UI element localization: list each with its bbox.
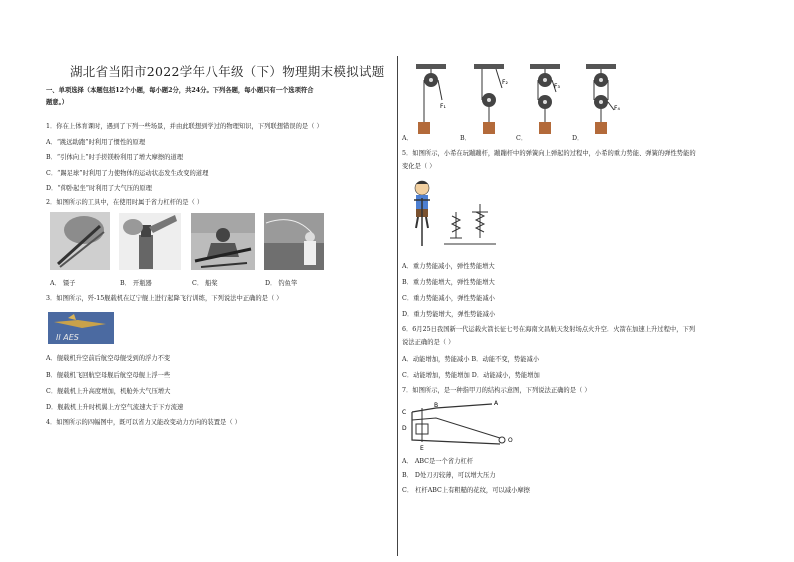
q7-option-a: A． ABC是一个省力杠杆 [402,458,474,465]
q4-label-a: A． [402,135,413,142]
q7-option-b: B． D处刀刃较薄，可以增大压力 [402,472,496,479]
q5-option-d: D．重力势能增大，弹性势能减小 [402,311,496,318]
force-f2: F₂ [502,79,508,86]
pogo-stick-figure [404,176,500,252]
fishing-rod-photo [264,213,324,270]
q4-label-b: B． [460,135,471,142]
section1-heading-2: 题意。） [46,99,69,106]
q7-option-c: C． 杠杆ABC上有粗糙的花纹，可以减小摩擦 [402,487,530,494]
force-f3: F₃ [554,83,560,90]
q3-option-c: C．舰载机上升高度增加，机舱外大气压增大 [46,388,171,395]
section1-heading-1: 一、单项选择（本题包括12个小题，每小题2分，共24分。下列各题，每小题只有一个选项符合 [46,87,314,94]
nail-clipper-diagram [400,398,520,454]
label-d: D [402,425,407,432]
pulley-b [474,64,508,134]
q5-stem-2: 变化是（ ） [402,163,436,170]
q2-caption-a: A． 镊子 [50,280,76,287]
q4-stem: 4．如图所示的四幅图中，既可以省力又能改变动力方向的装置是（ ） [46,419,241,426]
label-c: C [402,409,407,416]
q5-option-c: C．重力势能减小，弹性势能减小 [402,295,495,302]
q2-caption-d: D． 钓鱼竿 [265,280,298,287]
force-f4: F₄ [614,105,620,112]
q2-caption-b: B． 开瓶器 [120,280,152,287]
q4-label-c: C． [516,135,528,142]
force-f1: F₁ [440,103,446,110]
oar-photo [191,213,255,270]
label-a: A [494,400,499,407]
q6-stem: 6．6月25日我国新一代运载火箭长征七号在海南文昌航天发射场点火升空．火箭在加速上升过程中，下列 [402,326,696,333]
q1-stem: 1．你在上体育课时，遇到了下列一些场景，并由此联想到学过的物理知识，下列联想错误的是（ ） [46,123,323,130]
q1-option-a: A．“跳远助跑”时利用了惯性的原理 [46,139,146,146]
banner-text: II AES [56,333,79,342]
q3-option-a: A．舰载机升空前后航空母舰受到的浮力不变 [46,355,171,362]
label-b: B [434,402,439,409]
q1-option-b: B．“引体向上”时手搓镁粉利用了增大摩擦的道理 [46,154,184,161]
tweezers-photo [50,212,110,270]
pulley-c [530,64,560,134]
q1-option-d: D．“仰卧起坐”时利用了大气压的原理 [46,185,152,192]
q5-option-a: A．重力势能减小，弹性势能增大 [402,263,495,270]
page-title: 湖北省当阳市2022学年八年级（下）物理期末模拟试题 [70,64,385,79]
q2-caption-c: C． 船桨 [192,280,218,287]
q5-stem: 5．如图所示，小希在玩蹦蹦杆，蹦蹦杆中的弹簧向上弹起的过程中，小希的重力势能、弹簧的弹性势能的 [402,150,696,157]
q7-stem: 7．如图所示，是一种指甲刀的结构示意图，下列说法正确的是（ ） [402,387,591,394]
label-o: O [508,437,513,444]
q1-option-c: C．“踢足球”时利用了力使物体的运动状态发生改变的道理 [46,170,209,177]
pulley-d [586,64,620,134]
pulley-a [416,64,446,134]
q6-stem-2: 说法正确的是（ ） [402,339,455,346]
q3-stem: 3．如图所示，歼-15舰载机在辽宁舰上进行起降飞行训练，下列说法中正确的是（ ） [46,295,283,302]
label-e: E [420,445,424,452]
pulley-diagrams [402,60,632,144]
q5-option-b: B．重力势能增大，弹性势能增大 [402,279,495,286]
bottle-opener-photo [119,213,181,270]
q3-option-d: D．舰载机上升时机翼上方空气流速大于下方流速 [46,404,184,411]
q6-option-cd: C．动能增加，势能增加 D．动能减小，势能增加 [402,372,540,379]
column-divider [397,56,398,556]
q4-label-d: D． [572,135,584,142]
q2-stem: 2．如图所示的工具中，在使用时属于省力杠杆的是（ ） [46,199,204,206]
q6-option-ab: A．动能增加，势能减小 B．动能不变，势能减小 [402,356,540,363]
q3-option-b: B．舰载机飞回航空母舰后航空母舰上浮一些 [46,372,171,379]
aircraft-carrier-photo [48,312,114,344]
